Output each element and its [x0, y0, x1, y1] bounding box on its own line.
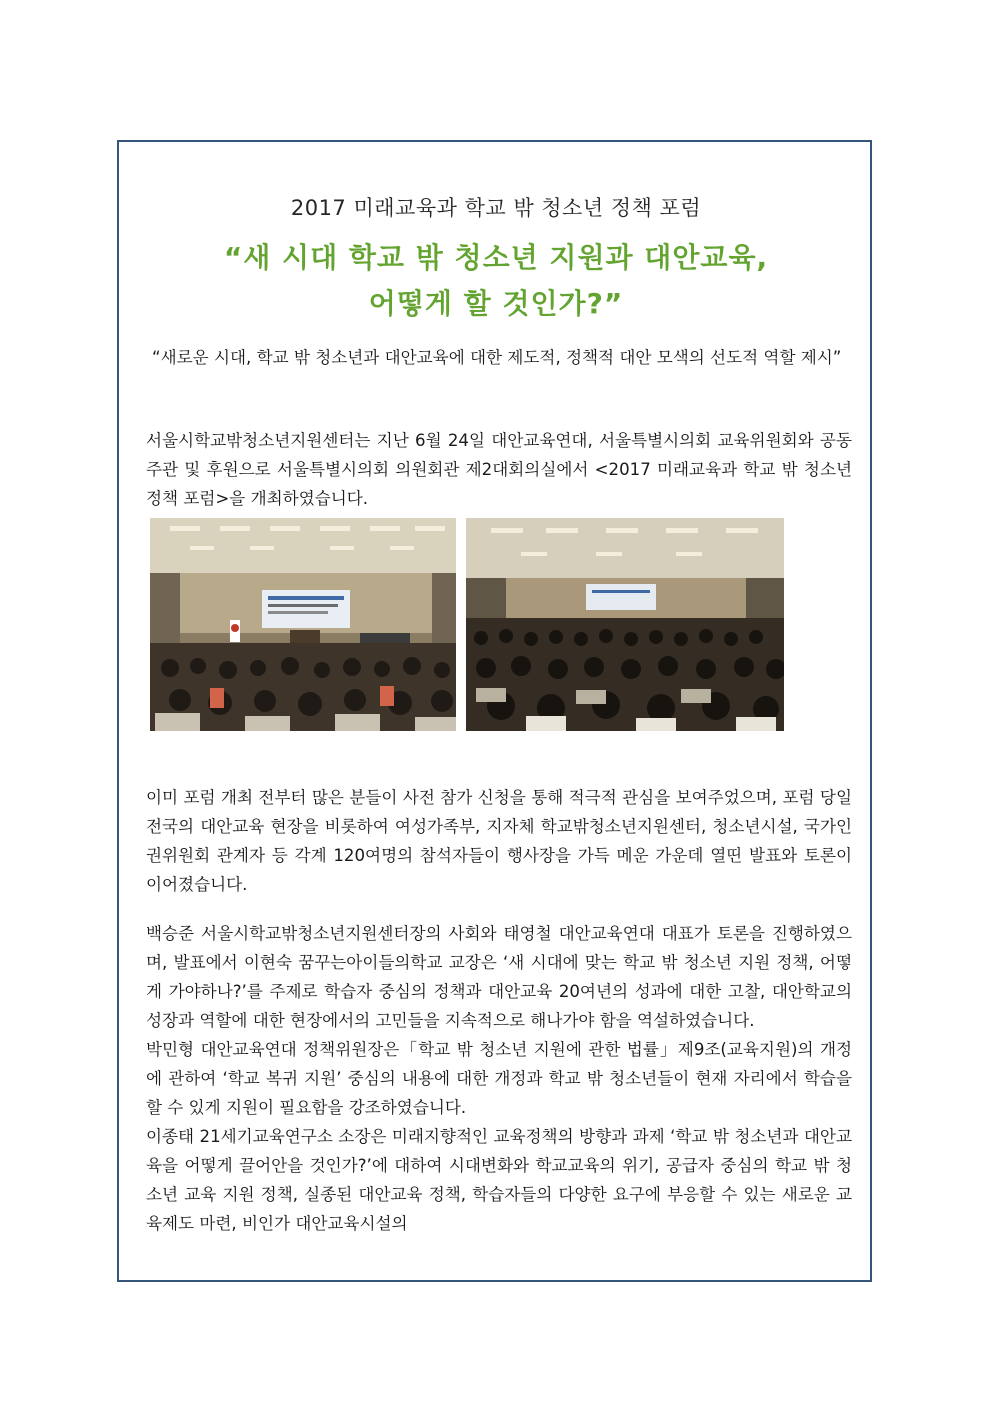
paragraph-policy-chair: 박민형 대안교육연대 정책위원장은「학교 밖 청소년 지원에 관한 법률」제9조(교육지원)의 개정에 관하여 ‘학교 복귀 지원’ 중심의 내용에 대한 개정과 학교 밖 청소년들이 현재 자리에서 학습을 할 수 있게 지원이 필요함을 강조하였습니다. [146, 1040, 852, 1117]
paragraph-moderation: 백승준 서울시학교밖청소년지원센터장의 사회와 태영철 대안교육연대 대표가 토론을 진행하였으며, 발표에서 이현숙 꿈꾸는아이들의학교 교장은 ‘새 시대에 맞는 학교 밖 청소년 지원 정책, 어떻게 가야하나?’를 주제로 학습자 중심의 정책과 대안교육 20여년의 성과에 대한 고찰, 대안학교의 성장과 역할에 대한 현장에서의 고민들을 지속적으로 해나가야 함을 역설하였습니다. [146, 924, 852, 1030]
forum-title: 2017 미래교육과 학교 밖 청소년 정책 포럼 [290, 196, 702, 220]
forum-audience-photo [466, 518, 784, 731]
paragraph-institute-director: 이종태 21세기교육연구소 소장은 미래지향적인 교육정책의 방향과 과제 ‘학교 밖 청소년과 대안교육을 어떻게 끌어안을 것인가?’에 대하여 시대변화와 학교교육의 위기, 공급자 중심의 학교 밖 청소년 교육 지원 정책, 실종된 대안교육 정책, 학습자들의 다양한 요구에 부응할 수 있는 새로운 교육제도 마련, 비인가 대안교육시설의 [146, 1127, 852, 1233]
paragraph-presentations [146, 919, 852, 1238]
headline-line-1: “새 시대 학교 밖 청소년 지원과 대안교육, [223, 241, 769, 274]
headline-line-2: 어떻게 할 것인가?” [368, 287, 624, 320]
forum-stage-photo [150, 518, 456, 731]
paragraph-intro: 서울시학교밖청소년지원센터는 지난 6월 24일 대안교육연대, 서울특별시의회 교육위원회와 공동 주관 및 후원으로 서울특별시의회 의원회관 제2대회의실에서 <2017 미래교육과 학교 밖 청소년 정책 포럼>을 개최하였습니다. [146, 431, 853, 508]
summary-quote: “새로운 시대, 학교 밖 청소년과 대안교육에 대한 제도적, 정책적 대안 모색의 선도적 역할 제시” [152, 348, 842, 367]
paragraph-attendance: 이미 포럼 개최 전부터 많은 분들이 사전 참가 신청을 통해 적극적 관심을 보여주었으며, 포럼 당일 전국의 대안교육 현장을 비롯하여 여성가족부, 지자체 학교밖청소년지원센터, 청소년시설, 국가인권위원회 관계자 등 각계 120여명의 참석자들이 행사장을 가득 메운 가운데 열띤 발표와 토론이 이어졌습니다. [146, 788, 852, 894]
